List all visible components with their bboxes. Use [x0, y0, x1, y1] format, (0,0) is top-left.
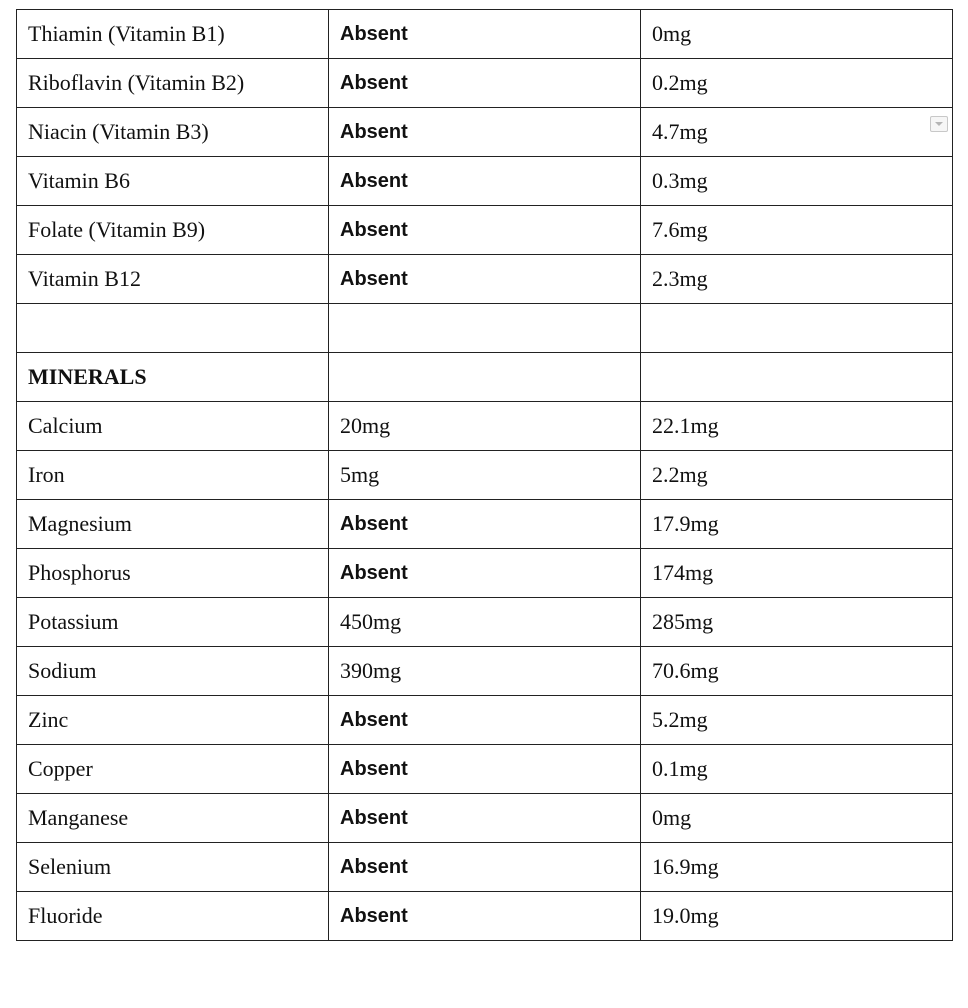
value-cell: 0.3mg — [641, 157, 953, 206]
table-row — [17, 451, 953, 500]
nutrient-name-cell: Zinc — [17, 696, 329, 745]
amount-cell: Absent — [329, 549, 641, 598]
table-row — [17, 157, 953, 206]
value-cell: 285mg — [641, 598, 953, 647]
table-row — [17, 10, 953, 59]
nutrient-name-cell: Niacin (Vitamin B3) — [17, 108, 329, 157]
amount-cell: Absent — [329, 59, 641, 108]
nutrient-name-cell: Potassium — [17, 598, 329, 647]
table-row — [17, 892, 953, 941]
nutrition-table-body — [17, 10, 953, 941]
table-row — [17, 255, 953, 304]
value-cell: 16.9mg — [641, 843, 953, 892]
value-cell: 7.6mg — [641, 206, 953, 255]
section-header-minerals: MINERALS — [17, 353, 329, 402]
value-cell — [641, 304, 953, 353]
amount-cell: Absent — [329, 843, 641, 892]
nutrient-name-cell: Sodium — [17, 647, 329, 696]
table-row — [17, 59, 953, 108]
value-cell: 2.3mg — [641, 255, 953, 304]
nutrient-name-cell: Folate (Vitamin B9) — [17, 206, 329, 255]
table-row — [17, 598, 953, 647]
value-cell: 0.2mg — [641, 59, 953, 108]
amount-cell: Absent — [329, 206, 641, 255]
value-cell: 174mg — [641, 549, 953, 598]
table-row — [17, 843, 953, 892]
table-row — [17, 402, 953, 451]
amount-cell: Absent — [329, 255, 641, 304]
amount-cell: 5mg — [329, 451, 641, 500]
table-row — [17, 696, 953, 745]
value-cell: 0mg — [641, 794, 953, 843]
amount-cell: Absent — [329, 745, 641, 794]
nutrition-table — [16, 9, 953, 941]
value-cell: 4.7mg — [641, 108, 953, 157]
table-row — [17, 206, 953, 255]
table-row — [17, 745, 953, 794]
cell-dropdown-button[interactable] — [930, 116, 948, 132]
nutrient-name-cell: Fluoride — [17, 892, 329, 941]
nutrient-name-cell: Selenium — [17, 843, 329, 892]
table-row — [17, 549, 953, 598]
chevron-down-icon — [934, 121, 944, 127]
nutrition-table-container — [16, 9, 952, 941]
nutrient-name-cell: Iron — [17, 451, 329, 500]
amount-cell: Absent — [329, 500, 641, 549]
value-cell: 19.0mg — [641, 892, 953, 941]
empty-row — [17, 304, 953, 353]
value-cell: 22.1mg — [641, 402, 953, 451]
value-cell: 2.2mg — [641, 451, 953, 500]
value-cell: 0.1mg — [641, 745, 953, 794]
amount-cell: Absent — [329, 108, 641, 157]
table-row — [17, 794, 953, 843]
nutrient-name-cell: Copper — [17, 745, 329, 794]
table-row — [17, 647, 953, 696]
amount-cell: Absent — [329, 794, 641, 843]
nutrient-name-cell: Manganese — [17, 794, 329, 843]
table-row — [17, 500, 953, 549]
nutrient-name-cell — [17, 304, 329, 353]
amount-cell: Absent — [329, 157, 641, 206]
value-cell: 70.6mg — [641, 647, 953, 696]
nutrient-name-cell: Magnesium — [17, 500, 329, 549]
nutrient-name-cell: Calcium — [17, 402, 329, 451]
amount-cell: Absent — [329, 10, 641, 59]
table-row — [17, 108, 953, 157]
amount-cell: 20mg — [329, 402, 641, 451]
amount-cell: Absent — [329, 696, 641, 745]
section-header-row — [17, 353, 953, 402]
amount-cell — [329, 304, 641, 353]
value-cell — [641, 353, 953, 402]
value-cell: 0mg — [641, 10, 953, 59]
nutrient-name-cell: Phosphorus — [17, 549, 329, 598]
amount-cell: Absent — [329, 892, 641, 941]
value-cell: 5.2mg — [641, 696, 953, 745]
nutrient-name-cell: Vitamin B6 — [17, 157, 329, 206]
nutrient-name-cell: Vitamin B12 — [17, 255, 329, 304]
amount-cell: 450mg — [329, 598, 641, 647]
nutrient-name-cell: Riboflavin (Vitamin B2) — [17, 59, 329, 108]
nutrient-name-cell: Thiamin (Vitamin B1) — [17, 10, 329, 59]
amount-cell: 390mg — [329, 647, 641, 696]
amount-cell — [329, 353, 641, 402]
value-cell: 17.9mg — [641, 500, 953, 549]
